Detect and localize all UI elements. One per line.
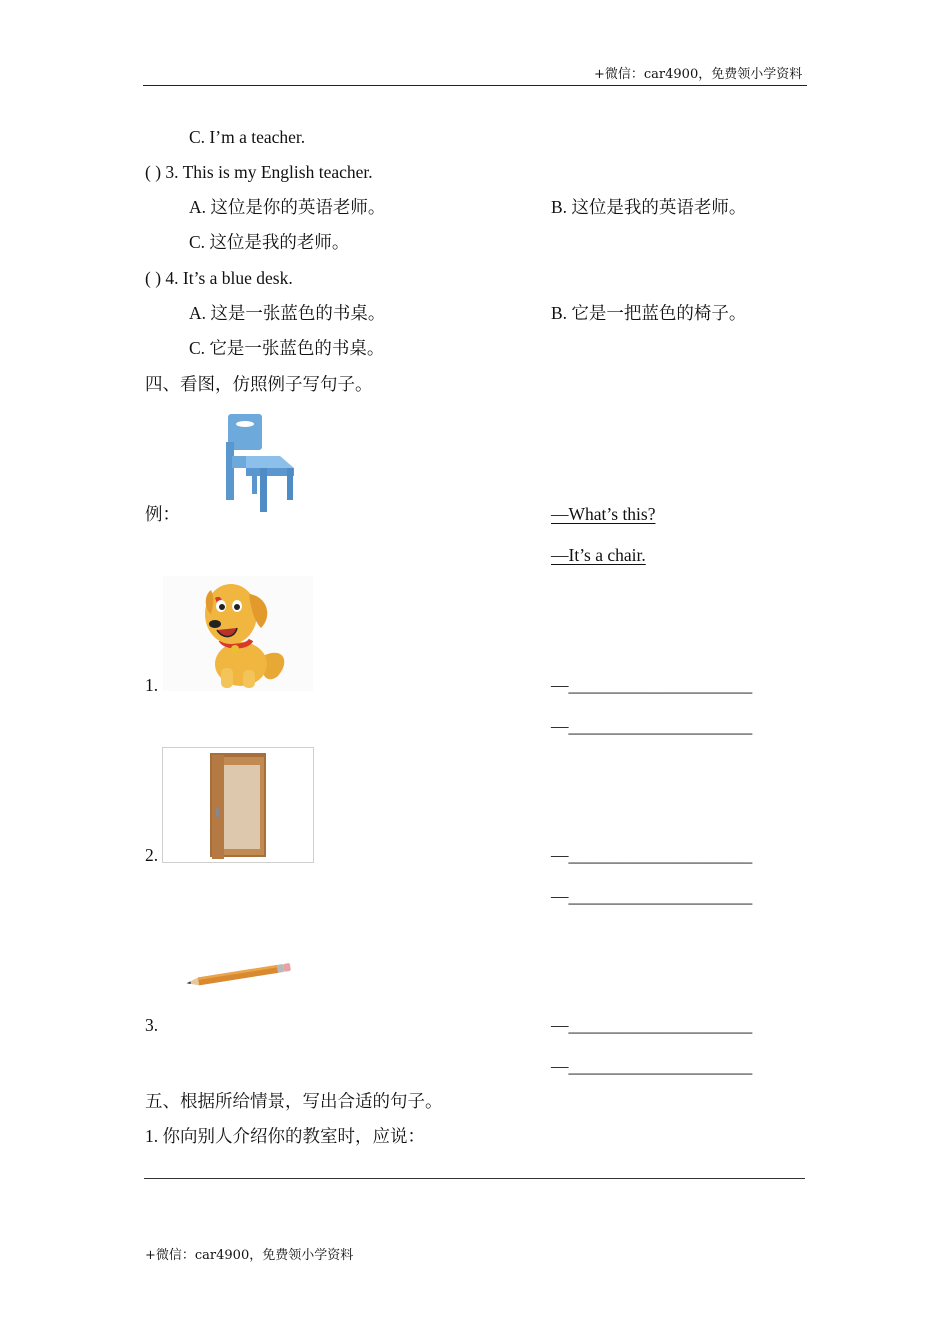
header-note: +微信：car4900，免费领小学资料 bbox=[594, 67, 803, 82]
item-3-answer-line-2: —_____________________ bbox=[551, 1056, 753, 1076]
item-1-number: 1. bbox=[145, 675, 159, 695]
q3-stem: ( ) 3. This is my English teacher. bbox=[145, 162, 373, 182]
item-2-number: 2. bbox=[145, 845, 159, 865]
example-label: 例： bbox=[145, 504, 180, 524]
q4-option-b: B. 它是一把蓝色的椅子。 bbox=[551, 303, 747, 323]
header-rule bbox=[143, 85, 807, 86]
q4-stem: ( ) 4. It’s a blue desk. bbox=[145, 268, 293, 288]
q3-option-a: A. 这位是你的英语老师。 bbox=[189, 197, 386, 217]
door-image bbox=[162, 747, 314, 863]
chair-image bbox=[222, 412, 298, 514]
pencil-image bbox=[184, 960, 294, 990]
q2-option-c: C. I’m a teacher. bbox=[189, 127, 306, 147]
section5-title: 五、根据所给情景，写出合适的句子。 bbox=[145, 1091, 443, 1111]
item-3-number: 3. bbox=[145, 1015, 159, 1035]
dog-image bbox=[163, 576, 313, 691]
section4-title: 四、看图，仿照例子写句子。 bbox=[145, 374, 373, 394]
item-2-answer-line-2: —_____________________ bbox=[551, 886, 753, 906]
item-2-answer-line-1: —_____________________ bbox=[551, 845, 753, 865]
item-1-answer-line-2: —_____________________ bbox=[551, 716, 753, 736]
example-question: —What’s this? bbox=[551, 504, 656, 524]
q4-option-c: C. 它是一张蓝色的书桌。 bbox=[189, 338, 385, 358]
q4-option-a: A. 这是一张蓝色的书桌。 bbox=[189, 303, 386, 323]
item-3-answer-line-1: —_____________________ bbox=[551, 1015, 753, 1035]
section5-q1-answer-line bbox=[144, 1178, 805, 1179]
example-answer: —It’s a chair. bbox=[551, 545, 646, 565]
item-1-answer-line-1: —_____________________ bbox=[551, 675, 753, 695]
section5-q1: 1. 你向别人介绍你的教室时，应说： bbox=[145, 1126, 425, 1146]
q3-option-b: B. 这位是我的英语老师。 bbox=[551, 197, 747, 217]
footer-note: +微信：car4900，免费领小学资料 bbox=[145, 1248, 354, 1263]
q3-option-c: C. 这位是我的老师。 bbox=[189, 232, 350, 252]
